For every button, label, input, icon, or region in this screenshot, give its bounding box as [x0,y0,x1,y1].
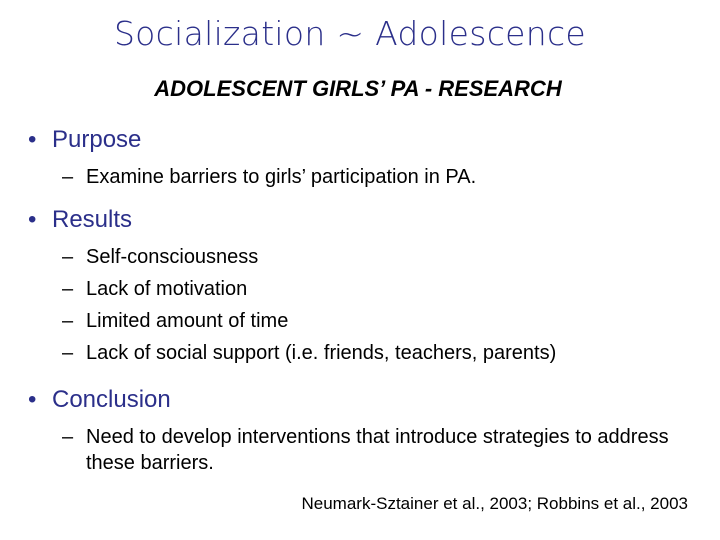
results-item [62,278,247,301]
results-item-text: Lack of motivation [86,278,248,300]
results-item-text: Limited amount of time [86,310,289,332]
conclusion-item [62,424,686,476]
results-item [62,246,258,269]
bullet-purpose [28,126,141,154]
purpose-item-text: Examine barriers to girls’ participation in PA. [86,166,477,188]
dash-icon: – [62,342,74,364]
bullet-conclusion-label: Conclusion [52,386,171,413]
bullet-icon: • [28,386,37,413]
bullet-icon: • [28,206,37,233]
bullet-purpose-label: Purpose [52,126,142,153]
dash-icon: – [62,426,74,448]
conclusion-item-text: Need to develop interventions that introduce strategies to address these barriers. [86,426,669,474]
results-item [62,342,556,365]
bullet-conclusion [28,386,171,414]
bullet-results [28,206,132,234]
citation: Neumark-Sztainer et al., 2003; Robbins et al., 2003 [301,494,688,513]
results-item-text: Lack of social support (i.e. friends, teachers, parents) [86,342,557,364]
results-item-text: Self-consciousness [86,246,259,268]
dash-icon: – [62,166,74,188]
results-item [62,310,288,333]
dash-icon: – [62,246,74,268]
slide-title: Socialization ~ Adolescence [113,14,587,53]
dash-icon: – [62,278,74,300]
dash-icon: – [62,310,74,332]
bullet-icon: • [28,126,37,153]
bullet-results-label: Results [52,206,133,233]
purpose-item [62,166,476,189]
slide-subtitle: ADOLESCENT GIRLS’ PA - RESEARCH [154,76,562,101]
